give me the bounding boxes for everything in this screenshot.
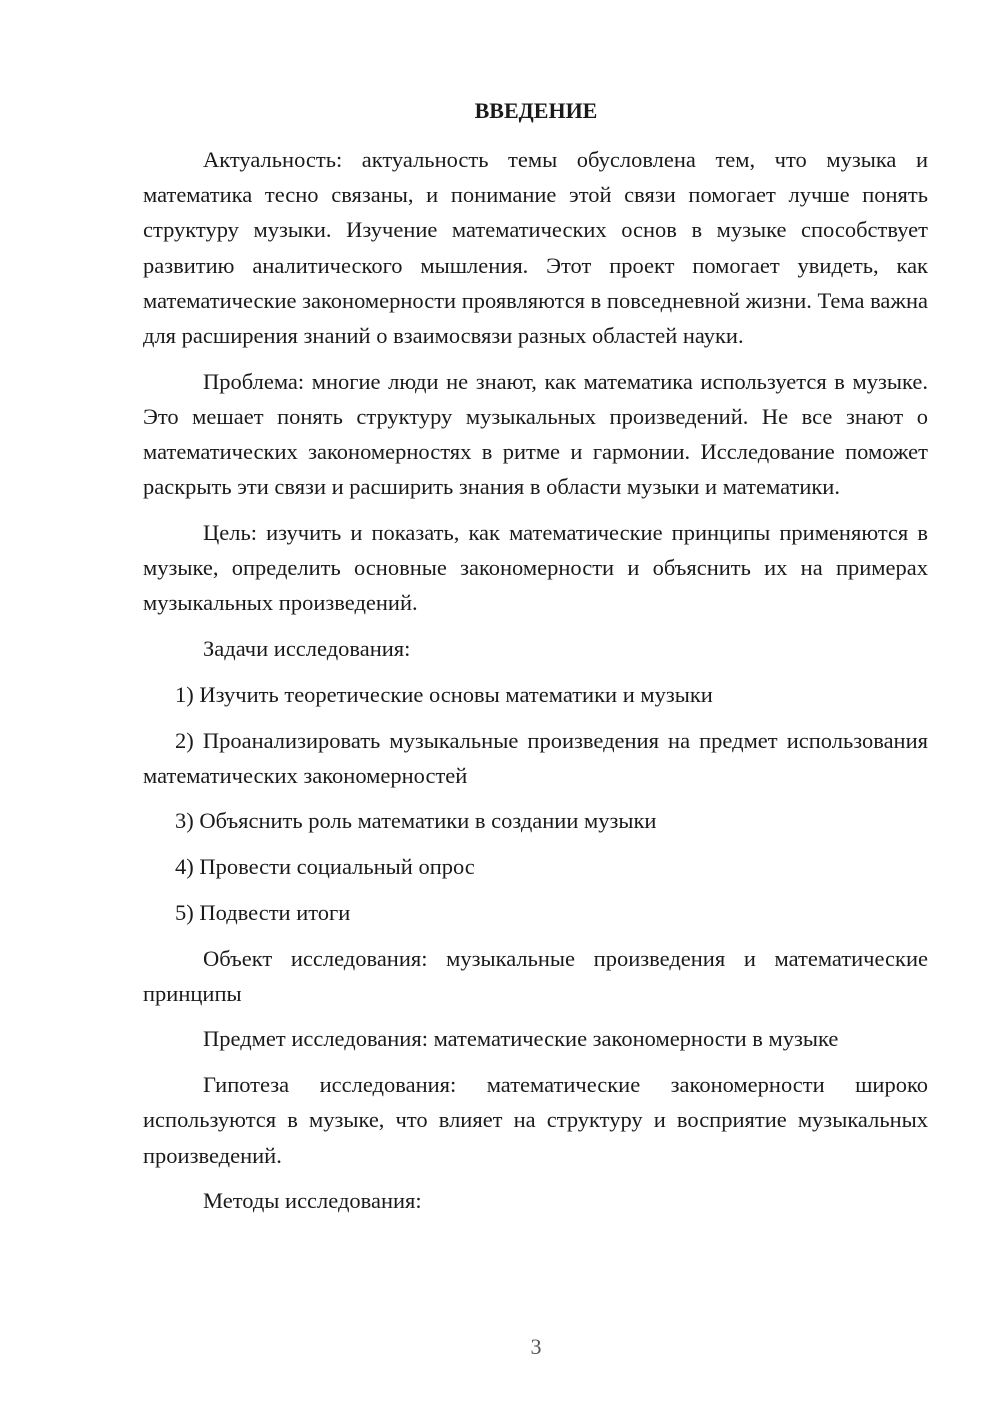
page-title: ВВЕДЕНИЕ: [474, 98, 598, 123]
relevance-paragraph: Актуальность: актуальность темы обусловлена тем, что музыка и математика тесно связаны, и понимание этой связи помогает лучше понять структуру музыки. Изучение математических основ в музыке способствует развитию аналитического мышления. Этот проект помогает увидеть, как математические закономерности проявляются в повседневной жизни. Тема важна для расширения знаний о взаимосвязи разных областей науки.: [143, 147, 928, 349]
task-item: 1) Изучить теоретические основы математики и музыки: [175, 681, 713, 707]
object-paragraph: Объект исследования: музыкальные произведения и математические принципы: [143, 945, 928, 1006]
task-item: 2) Проанализировать музыкальные произведения на предмет использования математических закономерностей: [143, 727, 928, 788]
page-number: 3: [530, 1334, 542, 1359]
problem-paragraph: Проблема: многие люди не знают, как математика используется в музыке. Это мешает понять структуру музыкальных произведений. Не все знают о математических закономерностях в ритме и гармонии. Исследование поможет раскрыть эти связи и расширить знания в области музыки и математики.: [143, 368, 928, 500]
tasks-heading: Задачи исследования:: [203, 636, 411, 662]
goal-paragraph: Цель: изучить и показать, как математические принципы применяются в музыке, определить основные закономерности и объяснить их на примерах музыкальных произведений.: [143, 520, 928, 616]
hypothesis-paragraph: Гипотеза исследования: математические закономерности широко используются в музыке, что влияет на структуру и восприятие музыкальных произведений.: [143, 1072, 928, 1168]
methods-heading: Методы исследования:: [203, 1188, 422, 1214]
task-item: 4) Провести социальный опрос: [175, 854, 475, 880]
document-body: [143, 142, 928, 1229]
task-item: 3) Объяснить роль математики в создании музыки: [175, 808, 657, 834]
task-item: 5) Подвести итоги: [175, 899, 351, 925]
subject-paragraph: Предмет исследования: математические закономерности в музыке: [203, 1026, 839, 1052]
